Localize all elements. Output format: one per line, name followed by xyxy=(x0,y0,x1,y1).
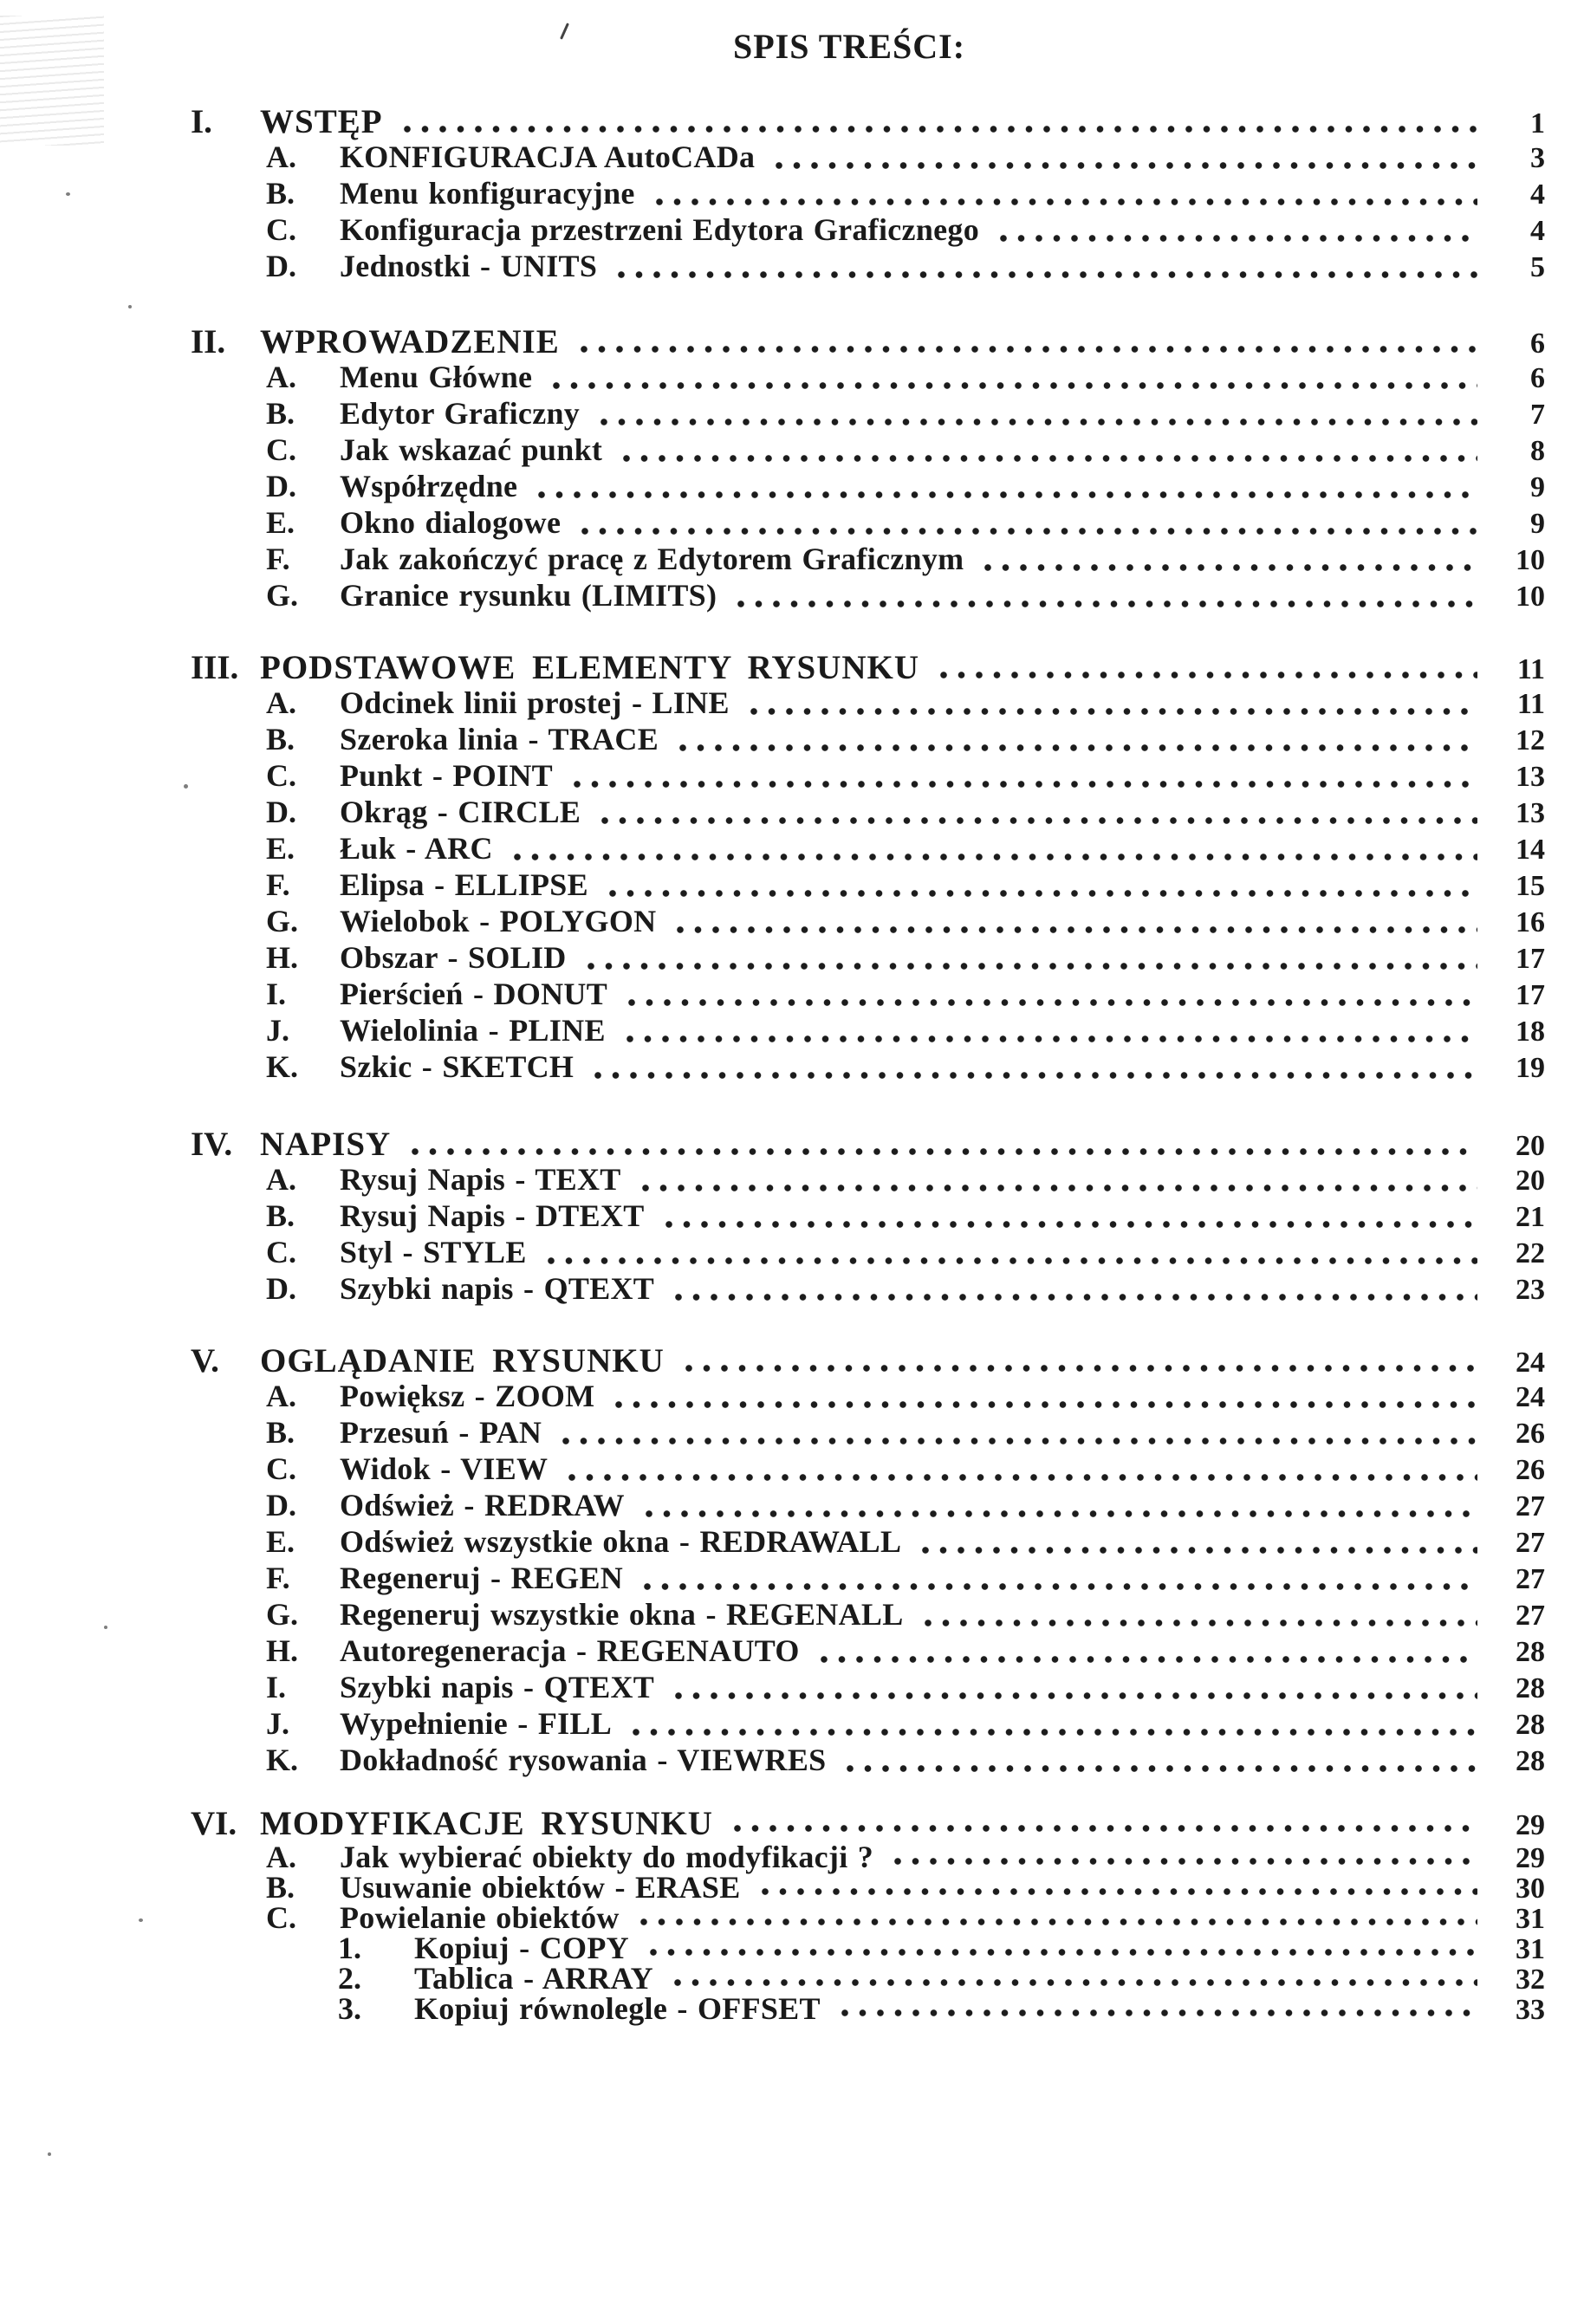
entry-letter: B. xyxy=(266,722,295,756)
page-number: 28 xyxy=(1516,1709,1545,1741)
dot-leader xyxy=(618,453,1477,464)
toc-entry xyxy=(0,794,1584,830)
page-number: 18 xyxy=(1516,1016,1545,1048)
toc-entry xyxy=(0,1012,1584,1048)
section-title: WSTĘP xyxy=(260,103,383,140)
toc-entry xyxy=(0,1161,1584,1198)
toc-entry xyxy=(0,577,1584,613)
entry-title: Powielanie obiektów xyxy=(340,1900,620,1935)
page-number: 32 xyxy=(1516,1964,1545,1996)
entry-letter: F. xyxy=(266,1561,290,1595)
entry-letter: K. xyxy=(266,1743,299,1777)
scan-speck xyxy=(48,2152,51,2156)
entry-letter: A. xyxy=(266,685,296,720)
page-number: 26 xyxy=(1516,1454,1545,1486)
page-number: 20 xyxy=(1516,1165,1545,1197)
dot-leader xyxy=(660,1219,1477,1230)
toc-entry xyxy=(0,322,1584,359)
entry-title: Tablica - ARRAY xyxy=(414,1961,653,1996)
dot-leader xyxy=(406,1146,1477,1157)
page-number: 20 xyxy=(1516,1130,1545,1162)
entry-letter: D. xyxy=(266,1488,296,1522)
page-number: 10 xyxy=(1516,581,1545,613)
toc-entry xyxy=(0,504,1584,541)
toc-entry xyxy=(0,1414,1584,1451)
toc-entry xyxy=(0,211,1584,248)
entry-title: Autoregeneracja - REGENAUTO xyxy=(340,1633,800,1668)
toc-entry xyxy=(0,976,1584,1012)
entry-title: Granice rysunku (LIMITS) xyxy=(340,578,717,613)
dot-leader xyxy=(732,599,1477,609)
dot-leader xyxy=(770,160,1477,171)
dot-leader xyxy=(640,1509,1477,1519)
entry-title: Menu konfiguracyjne xyxy=(340,176,635,211)
entry-title: Elipsa - ELLIPSE xyxy=(340,867,588,902)
toc-entry xyxy=(0,903,1584,939)
page-number: 7 xyxy=(1530,399,1545,431)
entry-letter: E. xyxy=(266,1524,295,1559)
page-number: 27 xyxy=(1516,1490,1545,1522)
dot-leader xyxy=(613,269,1477,280)
toc-entry xyxy=(0,432,1584,468)
entry-title: Widok - VIEW xyxy=(340,1451,549,1486)
page-number: 31 xyxy=(1516,1903,1545,1935)
toc-entry xyxy=(0,685,1584,721)
toc-section-6 xyxy=(0,1804,1584,2026)
toc-entry xyxy=(0,1487,1584,1523)
entry-title: Kopiuj - COPY xyxy=(414,1931,629,1965)
entry-title: Kopiuj równolegle - OFFSET xyxy=(414,1991,821,2026)
toc-entry xyxy=(0,102,1584,139)
entry-letter: J. xyxy=(266,1013,289,1048)
entry-letter: A. xyxy=(266,1162,296,1197)
dot-leader xyxy=(533,490,1477,500)
toc-entry xyxy=(0,1341,1584,1378)
scan-tick-artifact xyxy=(560,23,569,39)
entry-title: Konfiguracja przestrzeni Edytora Graficznego xyxy=(340,212,980,247)
entry-title: Szybki napis - QTEXT xyxy=(340,1271,655,1306)
dot-leader xyxy=(674,743,1477,753)
entry-letter: A. xyxy=(266,360,296,394)
section-numeral: V. xyxy=(191,1342,219,1379)
entry-letter: K. xyxy=(266,1049,299,1084)
entry-letter: B. xyxy=(266,396,295,431)
entry-title: Szybki napis - QTEXT xyxy=(340,1670,655,1704)
page-number: 6 xyxy=(1530,362,1545,394)
entry-title: Edytor Graficzny xyxy=(340,396,581,431)
dot-leader xyxy=(639,1581,1477,1592)
toc-entry xyxy=(0,175,1584,211)
toc-section-3 xyxy=(0,648,1584,1085)
toc-entry xyxy=(0,867,1584,903)
dot-leader xyxy=(670,1292,1477,1302)
entry-letter: F. xyxy=(266,542,290,576)
toc-section-4 xyxy=(0,1125,1584,1307)
entry-title: Odśwież wszystkie okna - REDRAWALL xyxy=(340,1524,902,1559)
entry-letter: G. xyxy=(266,904,299,938)
page-number: 16 xyxy=(1516,906,1545,938)
toc-entry xyxy=(0,648,1584,685)
toc-section-5 xyxy=(0,1341,1584,1778)
entry-title: Jak zakończyć pracę z Edytorem Graficznym xyxy=(340,542,964,576)
toc-entry xyxy=(0,395,1584,432)
section-numeral: I. xyxy=(191,103,212,140)
toc-entry xyxy=(0,721,1584,757)
dot-leader xyxy=(669,1977,1477,1988)
dot-leader xyxy=(917,1545,1477,1555)
page-number: 28 xyxy=(1516,1672,1545,1704)
entry-letter: D. xyxy=(266,1271,296,1306)
toc-entry xyxy=(0,1125,1584,1161)
dot-leader xyxy=(576,526,1477,536)
entry-title: Regeneruj - REGEN xyxy=(340,1561,624,1595)
entry-letter: I. xyxy=(266,1670,287,1704)
page-number: 11 xyxy=(1516,688,1545,720)
table-of-contents xyxy=(0,102,1584,2026)
dot-leader xyxy=(651,197,1477,207)
entry-letter: D. xyxy=(266,249,296,283)
dot-leader xyxy=(672,925,1477,935)
page-number: 13 xyxy=(1516,761,1545,793)
page-number: 27 xyxy=(1516,1563,1545,1595)
page-number: 8 xyxy=(1530,435,1545,467)
entry-title: Okno dialogowe xyxy=(340,505,562,540)
section-numeral: III. xyxy=(191,649,239,686)
toc-entry xyxy=(0,1742,1584,1778)
section-title: MODYFIKACJE RYSUNKU xyxy=(260,1805,713,1842)
page-number: 29 xyxy=(1516,1809,1545,1841)
dot-leader xyxy=(623,997,1477,1008)
entry-letter: A. xyxy=(266,140,296,174)
page-number: 33 xyxy=(1516,1994,1545,2026)
page-number: 28 xyxy=(1516,1636,1545,1668)
entry-letter: A. xyxy=(266,1840,296,1874)
toc-entry xyxy=(0,1899,1584,1935)
entry-number: 1. xyxy=(338,1931,361,1965)
page-number: 1 xyxy=(1530,107,1545,140)
entry-title: Dokładność rysowania - VIEWRES xyxy=(340,1743,827,1777)
page-number: 9 xyxy=(1530,471,1545,503)
entry-letter: C. xyxy=(266,432,296,467)
entry-title: Wielobok - POLYGON xyxy=(340,904,657,938)
page-number: 30 xyxy=(1516,1873,1545,1905)
entry-letter: C. xyxy=(266,758,296,793)
dot-leader xyxy=(635,1917,1477,1927)
section-numeral: VI. xyxy=(191,1805,237,1842)
dot-leader xyxy=(610,1399,1477,1410)
dot-leader xyxy=(582,961,1477,971)
entry-title: Wielolinia - PLINE xyxy=(340,1013,606,1048)
entry-title: Rysuj Napis - DTEXT xyxy=(340,1198,645,1233)
page-number: 17 xyxy=(1516,979,1545,1011)
entry-letter: F. xyxy=(266,867,290,902)
toc-section-2 xyxy=(0,322,1584,613)
toc-entry xyxy=(0,1451,1584,1487)
page-number: 4 xyxy=(1530,179,1545,211)
toc-entry xyxy=(0,248,1584,284)
dot-leader xyxy=(563,1472,1477,1483)
entry-title: Rysuj Napis - TEXT xyxy=(340,1162,621,1197)
entry-title: Regeneruj wszystkie okna - REGENALL xyxy=(340,1597,904,1632)
entry-title: Jak wskazać punkt xyxy=(340,432,603,467)
entry-letter: C. xyxy=(266,1235,296,1269)
dot-leader xyxy=(589,1070,1477,1081)
dot-leader xyxy=(729,1823,1477,1834)
toc-entry xyxy=(0,1960,1584,1996)
toc-entry xyxy=(0,830,1584,867)
dot-leader xyxy=(604,888,1477,899)
dot-leader xyxy=(568,779,1477,789)
entry-number: 2. xyxy=(338,1961,361,1996)
toc-entry xyxy=(0,1596,1584,1633)
toc-entry xyxy=(0,359,1584,395)
dot-leader xyxy=(836,2008,1477,2018)
dot-leader xyxy=(645,1947,1477,1957)
entry-title: Styl - STYLE xyxy=(340,1235,527,1269)
page-number: 17 xyxy=(1516,943,1545,975)
dot-leader xyxy=(399,124,1477,134)
page-number: 13 xyxy=(1516,797,1545,829)
dot-leader xyxy=(548,380,1477,391)
page-number: 24 xyxy=(1516,1347,1545,1379)
toc-entry xyxy=(0,1270,1584,1307)
dot-leader xyxy=(815,1654,1477,1665)
toc-entry xyxy=(0,757,1584,794)
page-number: 28 xyxy=(1516,1745,1545,1777)
page-number: 12 xyxy=(1516,724,1545,756)
page-number: 26 xyxy=(1516,1418,1545,1450)
entry-title: Pierścień - DONUT xyxy=(340,977,608,1011)
dot-leader xyxy=(995,233,1477,243)
entry-title: Powiększ - ZOOM xyxy=(340,1379,595,1413)
dot-leader xyxy=(575,344,1477,354)
dot-leader xyxy=(595,417,1477,427)
page-number: 27 xyxy=(1516,1600,1545,1632)
entry-letter: D. xyxy=(266,469,296,503)
dot-leader xyxy=(935,670,1477,680)
toc-entry xyxy=(0,1633,1584,1669)
section-title: NAPISY xyxy=(260,1126,392,1163)
dot-leader xyxy=(637,1183,1477,1193)
dot-leader xyxy=(889,1856,1477,1866)
page-number: 29 xyxy=(1516,1842,1545,1874)
entry-letter: E. xyxy=(266,505,295,540)
toc-entry xyxy=(0,1523,1584,1560)
entry-title: Wypełnienie - FILL xyxy=(340,1706,613,1741)
page-number: 23 xyxy=(1516,1274,1545,1306)
page-number: 4 xyxy=(1530,215,1545,247)
page-number: 5 xyxy=(1530,251,1545,283)
section-numeral: IV. xyxy=(191,1126,233,1163)
toc-entry xyxy=(0,1234,1584,1270)
entry-letter: H. xyxy=(266,1633,299,1668)
page-number: 22 xyxy=(1516,1237,1545,1269)
page-number: 15 xyxy=(1516,870,1545,902)
page-number: 11 xyxy=(1516,653,1545,685)
entry-title: Odcinek linii prostej - LINE xyxy=(340,685,730,720)
page-number: 14 xyxy=(1516,834,1545,866)
dot-leader xyxy=(557,1436,1477,1446)
entry-title: Przesuń - PAN xyxy=(340,1415,542,1450)
entry-title: Menu Główne xyxy=(340,360,533,394)
dot-leader xyxy=(680,1363,1477,1373)
toc-entry xyxy=(0,1804,1584,1842)
entry-letter: G. xyxy=(266,1597,299,1632)
entry-letter: C. xyxy=(266,1900,296,1935)
section-numeral: II. xyxy=(191,323,226,360)
toc-entry xyxy=(0,139,1584,175)
entry-title: Obszar - SOLID xyxy=(340,940,567,975)
entry-title: Łuk - ARC xyxy=(340,831,493,866)
page-number: 24 xyxy=(1516,1381,1545,1413)
toc-entry xyxy=(0,1198,1584,1234)
page-number: 10 xyxy=(1516,544,1545,576)
toc-entry xyxy=(0,541,1584,577)
dot-leader xyxy=(542,1256,1477,1266)
toc-entry xyxy=(0,1705,1584,1742)
entry-letter: B. xyxy=(266,1198,295,1233)
toc-entry xyxy=(0,1378,1584,1414)
toc-section-1 xyxy=(0,102,1584,284)
page-number: 3 xyxy=(1530,142,1545,174)
entry-number: 3. xyxy=(338,1991,361,2026)
section-title: PODSTAWOWE ELEMENTY RYSUNKU xyxy=(260,649,920,686)
dot-leader xyxy=(745,706,1477,717)
toc-entry xyxy=(0,1669,1584,1705)
dot-leader xyxy=(596,815,1477,826)
entry-letter: C. xyxy=(266,212,296,247)
toc-entry xyxy=(0,1930,1584,1965)
dot-leader xyxy=(841,1763,1477,1774)
page-number: 21 xyxy=(1516,1201,1545,1233)
entry-title: KONFIGURACJA AutoCADa xyxy=(340,140,756,174)
entry-title: Punkt - POINT xyxy=(340,758,553,793)
entry-title: Współrzędne xyxy=(340,469,518,503)
dot-leader xyxy=(756,1886,1477,1897)
dot-leader xyxy=(509,852,1477,862)
entry-title: Szkic - SKETCH xyxy=(340,1049,575,1084)
page-number: 9 xyxy=(1530,508,1545,540)
toc-entry xyxy=(0,1839,1584,1874)
entry-title: Jednostki - UNITS xyxy=(340,249,598,283)
entry-title: Okrąg - CIRCLE xyxy=(340,795,581,829)
entry-letter: A. xyxy=(266,1379,296,1413)
page-title: SPIS TREŚCI: xyxy=(733,27,966,66)
page-number: 6 xyxy=(1530,328,1545,360)
entry-letter: B. xyxy=(266,176,295,211)
page-number: 27 xyxy=(1516,1527,1545,1559)
entry-title: Odśwież - REDRAW xyxy=(340,1488,625,1522)
entry-title: Szeroka linia - TRACE xyxy=(340,722,659,756)
dot-leader xyxy=(979,562,1477,573)
entry-letter: E. xyxy=(266,831,295,866)
dot-leader xyxy=(627,1727,1477,1737)
entry-letter: D. xyxy=(266,795,296,829)
entry-letter: C. xyxy=(266,1451,296,1486)
toc-entry xyxy=(0,468,1584,504)
entry-letter: B. xyxy=(266,1870,295,1905)
toc-entry xyxy=(0,939,1584,976)
dot-leader xyxy=(621,1034,1477,1044)
section-title: OGLĄDANIE RYSUNKU xyxy=(260,1342,665,1379)
toc-entry xyxy=(0,1560,1584,1596)
entry-letter: B. xyxy=(266,1415,295,1450)
entry-title: Jak wybierać obiekty do modyfikacji ? xyxy=(340,1840,874,1874)
entry-title: Usuwanie obiektów - ERASE xyxy=(340,1870,741,1905)
toc-entry xyxy=(0,1048,1584,1085)
page-number: 19 xyxy=(1516,1052,1545,1084)
entry-letter: J. xyxy=(266,1706,289,1741)
page-number: 31 xyxy=(1516,1933,1545,1965)
toc-entry xyxy=(0,1990,1584,2026)
section-title: WPROWADZENIE xyxy=(260,323,560,360)
entry-letter: H. xyxy=(266,940,299,975)
entry-letter: I. xyxy=(266,977,287,1011)
dot-leader xyxy=(919,1618,1477,1628)
entry-letter: G. xyxy=(266,578,299,613)
dot-leader xyxy=(670,1691,1477,1701)
